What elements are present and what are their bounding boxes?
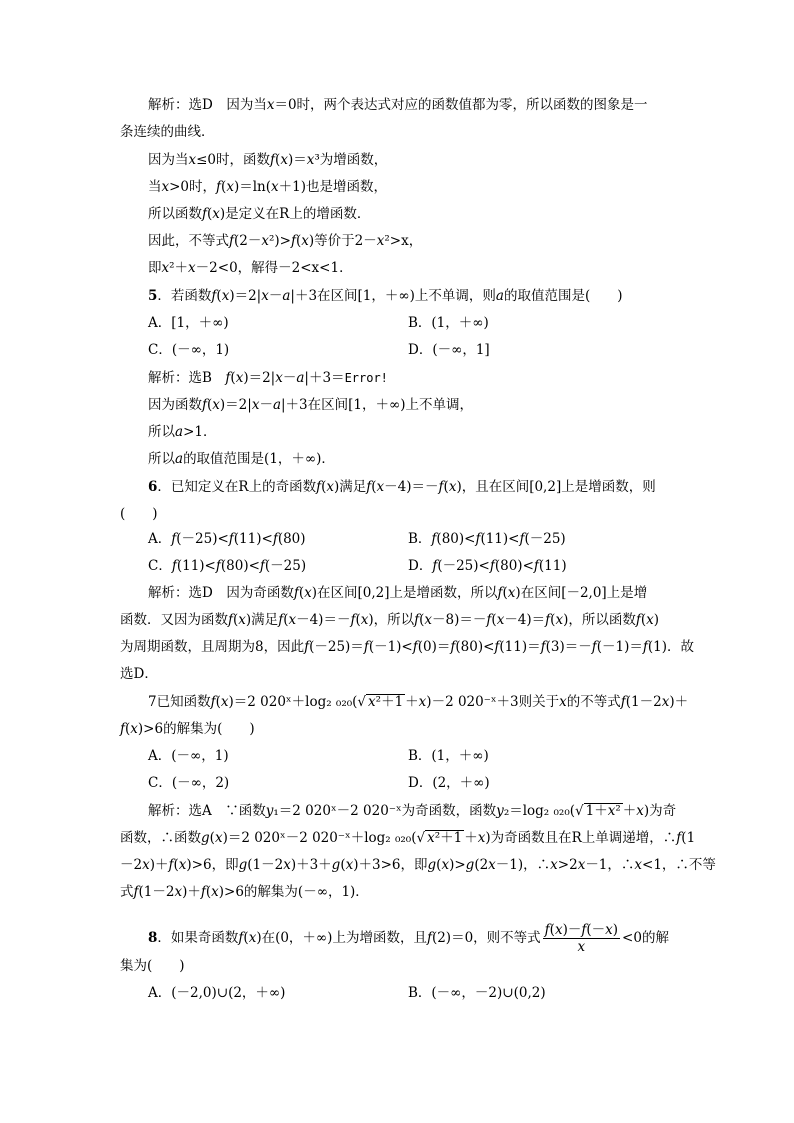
solution-6-line-1: 解析：选D 因为奇函数f(x)在区间[0,2]上是增函数，所以f(x)在区间[－2,0]上是增 — [148, 585, 648, 601]
question-7-stem-1: 7已知函数f(x)＝2 020ˣ＋log₂ ₀₂₀(√ x²＋1 ＋x)－2 020⁻ˣ＋3则关于x的不等式f(1－2x)＋ — [148, 694, 689, 710]
question-7-stem-2: f(x)>6的解集为( ) — [120, 721, 255, 737]
question-6-option-d: D．f(－25)<f(80)<f(11) — [408, 558, 567, 574]
solution-4-line-5: 所以函数f(x)是定义在R上的增函数． — [148, 206, 371, 222]
question-6-option-a: A．f(－25)<f(11)<f(80) — [148, 531, 306, 547]
question-5-option-c: C．(－∞，1) — [148, 342, 230, 358]
question-6-option-c: C．f(11)<f(80)<f(－25) — [148, 558, 307, 574]
question-7-option-c: C．(－∞，2) — [148, 775, 230, 791]
solution-7-line-1: 解析：选A ∵函数y₁＝2 020ˣ－2 020⁻ˣ为奇函数，函数y₂＝log₂ ₀₂₀(√ 1＋x² ＋x)为奇 — [148, 803, 677, 819]
solution-4-line-4: 当x>0时，f(x)＝ln(x＋1)也是增函数， — [148, 179, 387, 195]
solution-5-line-3: 所以a>1． — [148, 424, 217, 440]
question-8-stem-1: 8．如果奇函数f(x)在(0，＋∞)上为增函数，且f(2)＝0，则不等式 $\frac{f(x)-f(-x)}{x}$ <0的解 — [148, 922, 669, 955]
solution-4-line-6: 因此，不等式f(2－x²)>f(x)等价于2－x²>x， — [148, 233, 423, 249]
solution-4-line-3: 因为当x≤0时，函数f(x)＝x³为增函数， — [148, 152, 388, 168]
question-8-option-a: A．(－2,0)∪(2，＋∞) — [148, 985, 286, 1001]
question-6-stem-1: 6．已知定义在R上的奇函数f(x)满足f(x－4)＝－f(x)，且在区间[0,2]上是增函数，则 — [148, 479, 656, 495]
solution-5-line-4: 所以a的取值范围是(1，＋∞)． — [148, 451, 335, 467]
question-7-option-b: B．(1，＋∞) — [408, 748, 489, 764]
solution-7-line-4: 式f(1－2x)＋f(x)>6的解集为(－∞，1)． — [120, 884, 369, 900]
solution-5-line-1: 解析：选B f(x)＝2|x－a|＋3＝Error! — [148, 370, 388, 386]
solution-6-line-4: 选D． — [120, 666, 158, 682]
question-6-option-b: B．f(80)<f(11)<f(－25) — [408, 531, 566, 547]
question-5-stem: 5．若函数f(x)＝2|x－a|＋3在区间[1，＋∞)上不单调，则a的取值范围是( ) — [148, 288, 623, 304]
solution-5-line-2: 因为函数f(x)＝2|x－a|＋3在区间[1，＋∞)上不单调， — [148, 397, 474, 413]
question-7-option-a: A．(－∞，1) — [148, 748, 229, 764]
solution-7-line-3: －2x)＋f(x)>6，即g(1－2x)＋3＋g(x)＋3>6，即g(x)>g(2x－1)，∴x>2x－1，∴x<1，∴不等 — [120, 857, 716, 873]
question-8-option-b: B．(－∞，－2)∪(0,2) — [408, 985, 546, 1001]
solution-4-line-1: 解析：选D 因为当x＝0时，两个表达式对应的函数值都为零，所以函数的图象是一 — [148, 97, 648, 113]
solution-4-line-2: 条连续的曲线． — [120, 124, 215, 140]
question-5-option-a: A．[1，＋∞) — [148, 315, 229, 331]
solution-6-line-3: 为周期函数，且周期为8，因此f(－25)＝f(－1)<f(0)＝f(80)<f(11)＝f(3)＝－f(－1)＝f(1)．故 — [120, 639, 694, 655]
solution-4-line-7: 即x²＋x－2<0，解得－2<x<1． — [148, 260, 353, 276]
question-8-stem-2: 集为( ) — [120, 958, 185, 974]
question-7-option-d: D．(2，＋∞) — [408, 775, 490, 791]
question-5-option-b: B．(1，＋∞) — [408, 315, 489, 331]
solution-6-line-2: 函数．又因为函数f(x)满足f(x－4)＝－f(x)，所以f(x－8)＝－f(x－4)＝f(x)，所以函数f(x) — [120, 612, 660, 628]
question-6-stem-2: ( ) — [120, 506, 158, 522]
solution-7-line-2: 函数，∴函数g(x)＝2 020ˣ－2 020⁻ˣ＋log₂ ₀₂₀(√ x²＋1 ＋x)为奇函数且在R上单调递增，∴f(1 — [120, 830, 696, 846]
question-5-option-d: D．(－∞，1] — [408, 342, 490, 358]
